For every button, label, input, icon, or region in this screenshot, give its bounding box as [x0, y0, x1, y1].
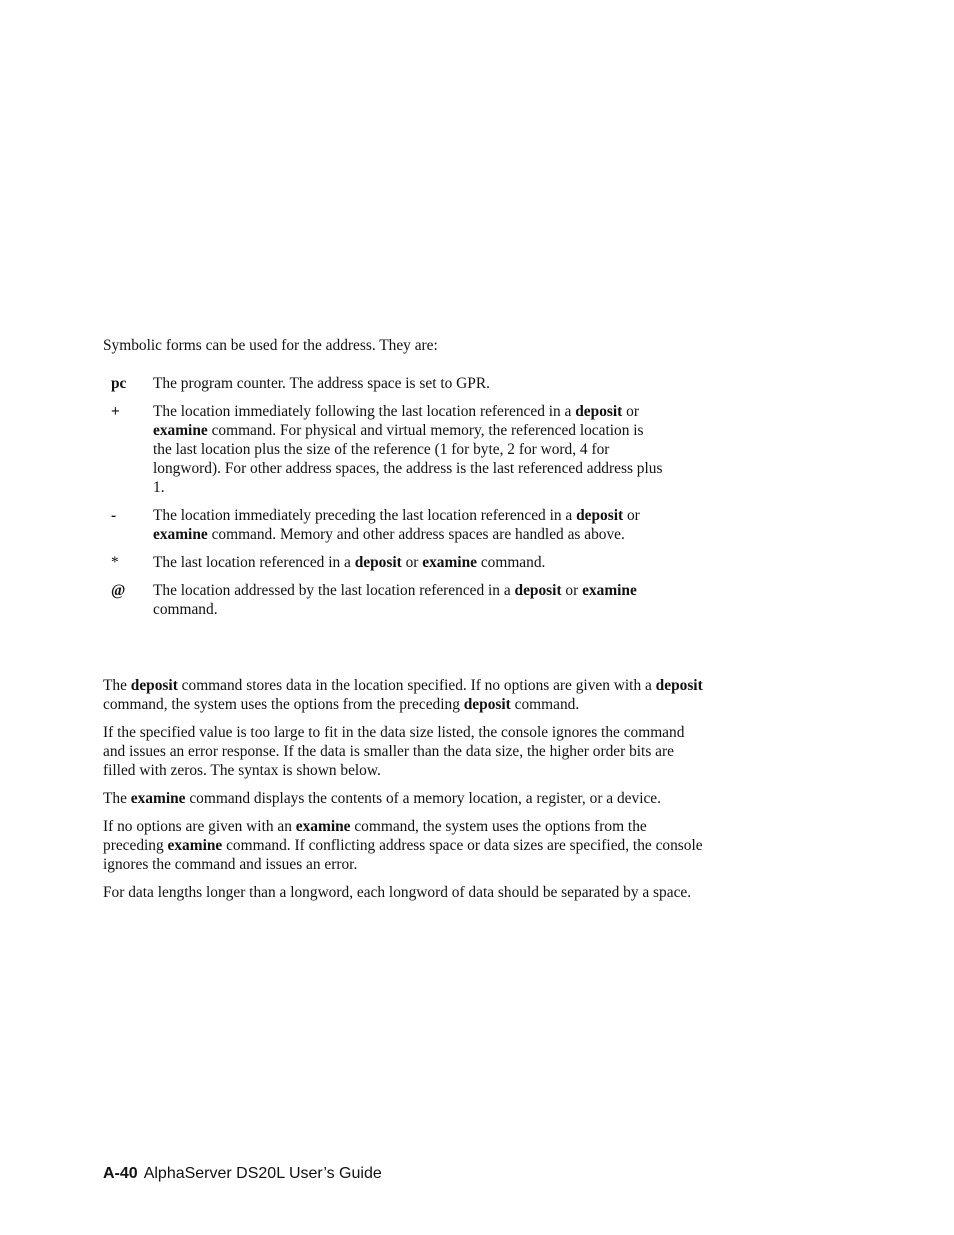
command-keyword: deposit [463, 696, 511, 713]
command-keyword: examine [153, 422, 208, 439]
text-run: The location addressed by the last location referenced in a [153, 582, 515, 599]
text-run: command. For physical and virtual memory, the referenced location is the last location plus the size of the reference (1 for byte, 2 for word, 4 for longword). For other address spaces, the address is the last referenced address plus 1. [153, 422, 663, 496]
symbol-description [153, 506, 663, 544]
command-keyword: deposit [514, 582, 562, 599]
command-keyword: examine [130, 790, 186, 807]
text-run: command, the system uses the options from the preceding [103, 818, 647, 854]
symbol-item [103, 581, 663, 619]
paragraph-longword [103, 883, 703, 902]
symbol-term: @ [111, 582, 126, 599]
text-run: command, the system uses the options from the preceding [103, 696, 464, 713]
command-keyword: examine [422, 554, 477, 571]
symbol-term: pc [111, 375, 127, 392]
symbol-item [103, 506, 663, 544]
symbol-description [153, 581, 663, 619]
page-number: A-40 [103, 1165, 138, 1182]
text-run: command. If conflicting address space or data sizes are specified, the console ignores the command and issues an error. [103, 837, 703, 873]
paragraph-deposit [103, 676, 703, 714]
symbol-description [153, 402, 663, 497]
body-text [103, 676, 703, 911]
symbol-term: - [111, 507, 117, 524]
text-run: The [103, 790, 131, 807]
text-run: command. [153, 601, 218, 618]
symbol-item [103, 374, 663, 393]
text-run: command stores data in the location specified. If no options are given with a [177, 677, 656, 694]
text-run: or [401, 554, 423, 571]
symbol-term: * [111, 554, 119, 571]
text-run: command. [476, 554, 546, 571]
text-run: The [103, 677, 131, 694]
command-keyword: deposit [575, 403, 623, 420]
document-title: AlphaServer DS20L User’s Guide [143, 1165, 382, 1182]
text-run: or [623, 507, 640, 524]
text-run: The program counter. The address space is set to GPR. [153, 375, 490, 392]
paragraph-examine [103, 789, 703, 808]
command-keyword: examine [295, 818, 351, 835]
text-run: The location immediately following the last location referenced in a [153, 403, 576, 420]
command-keyword: deposit [130, 677, 178, 694]
symbol-item [103, 553, 663, 572]
paragraph-data-size [103, 723, 703, 780]
command-keyword: deposit [354, 554, 402, 571]
command-keyword: deposit [576, 507, 624, 524]
intro-text: Symbolic forms can be used for the address. They are: [103, 337, 438, 354]
text-run: If no options are given with an [103, 818, 296, 835]
command-keyword: examine [153, 526, 208, 543]
text-run: The last location referenced in a [153, 554, 355, 571]
text-run: command. [510, 696, 580, 713]
command-keyword: deposit [655, 677, 703, 694]
command-keyword: examine [582, 582, 637, 599]
text-run: The location immediately preceding the last location referenced in a [153, 507, 577, 524]
paragraph-examine-options [103, 817, 703, 874]
symbol-description [153, 553, 663, 572]
text-run: command. Memory and other address spaces are handled as above. [207, 526, 625, 543]
page-footer [103, 1164, 382, 1184]
symbol-term: + [111, 403, 120, 420]
text-run: or [561, 582, 583, 599]
text-run: If the specified value is too large to fit in the data size listed, the console ignores the command and issues an error response. If the data is smaller than the data size, the higher order bits are filled with zeros. The syntax is shown below. [103, 724, 685, 779]
symbol-item [103, 402, 663, 497]
symbol-description [153, 374, 663, 393]
command-keyword: examine [167, 837, 223, 854]
text-run: or [622, 403, 639, 420]
text-run: command displays the contents of a memory location, a register, or a device. [185, 790, 661, 807]
text-run: For data lengths longer than a longword, each longword of data should be separated by a space. [103, 884, 692, 901]
symbol-list [103, 374, 663, 628]
